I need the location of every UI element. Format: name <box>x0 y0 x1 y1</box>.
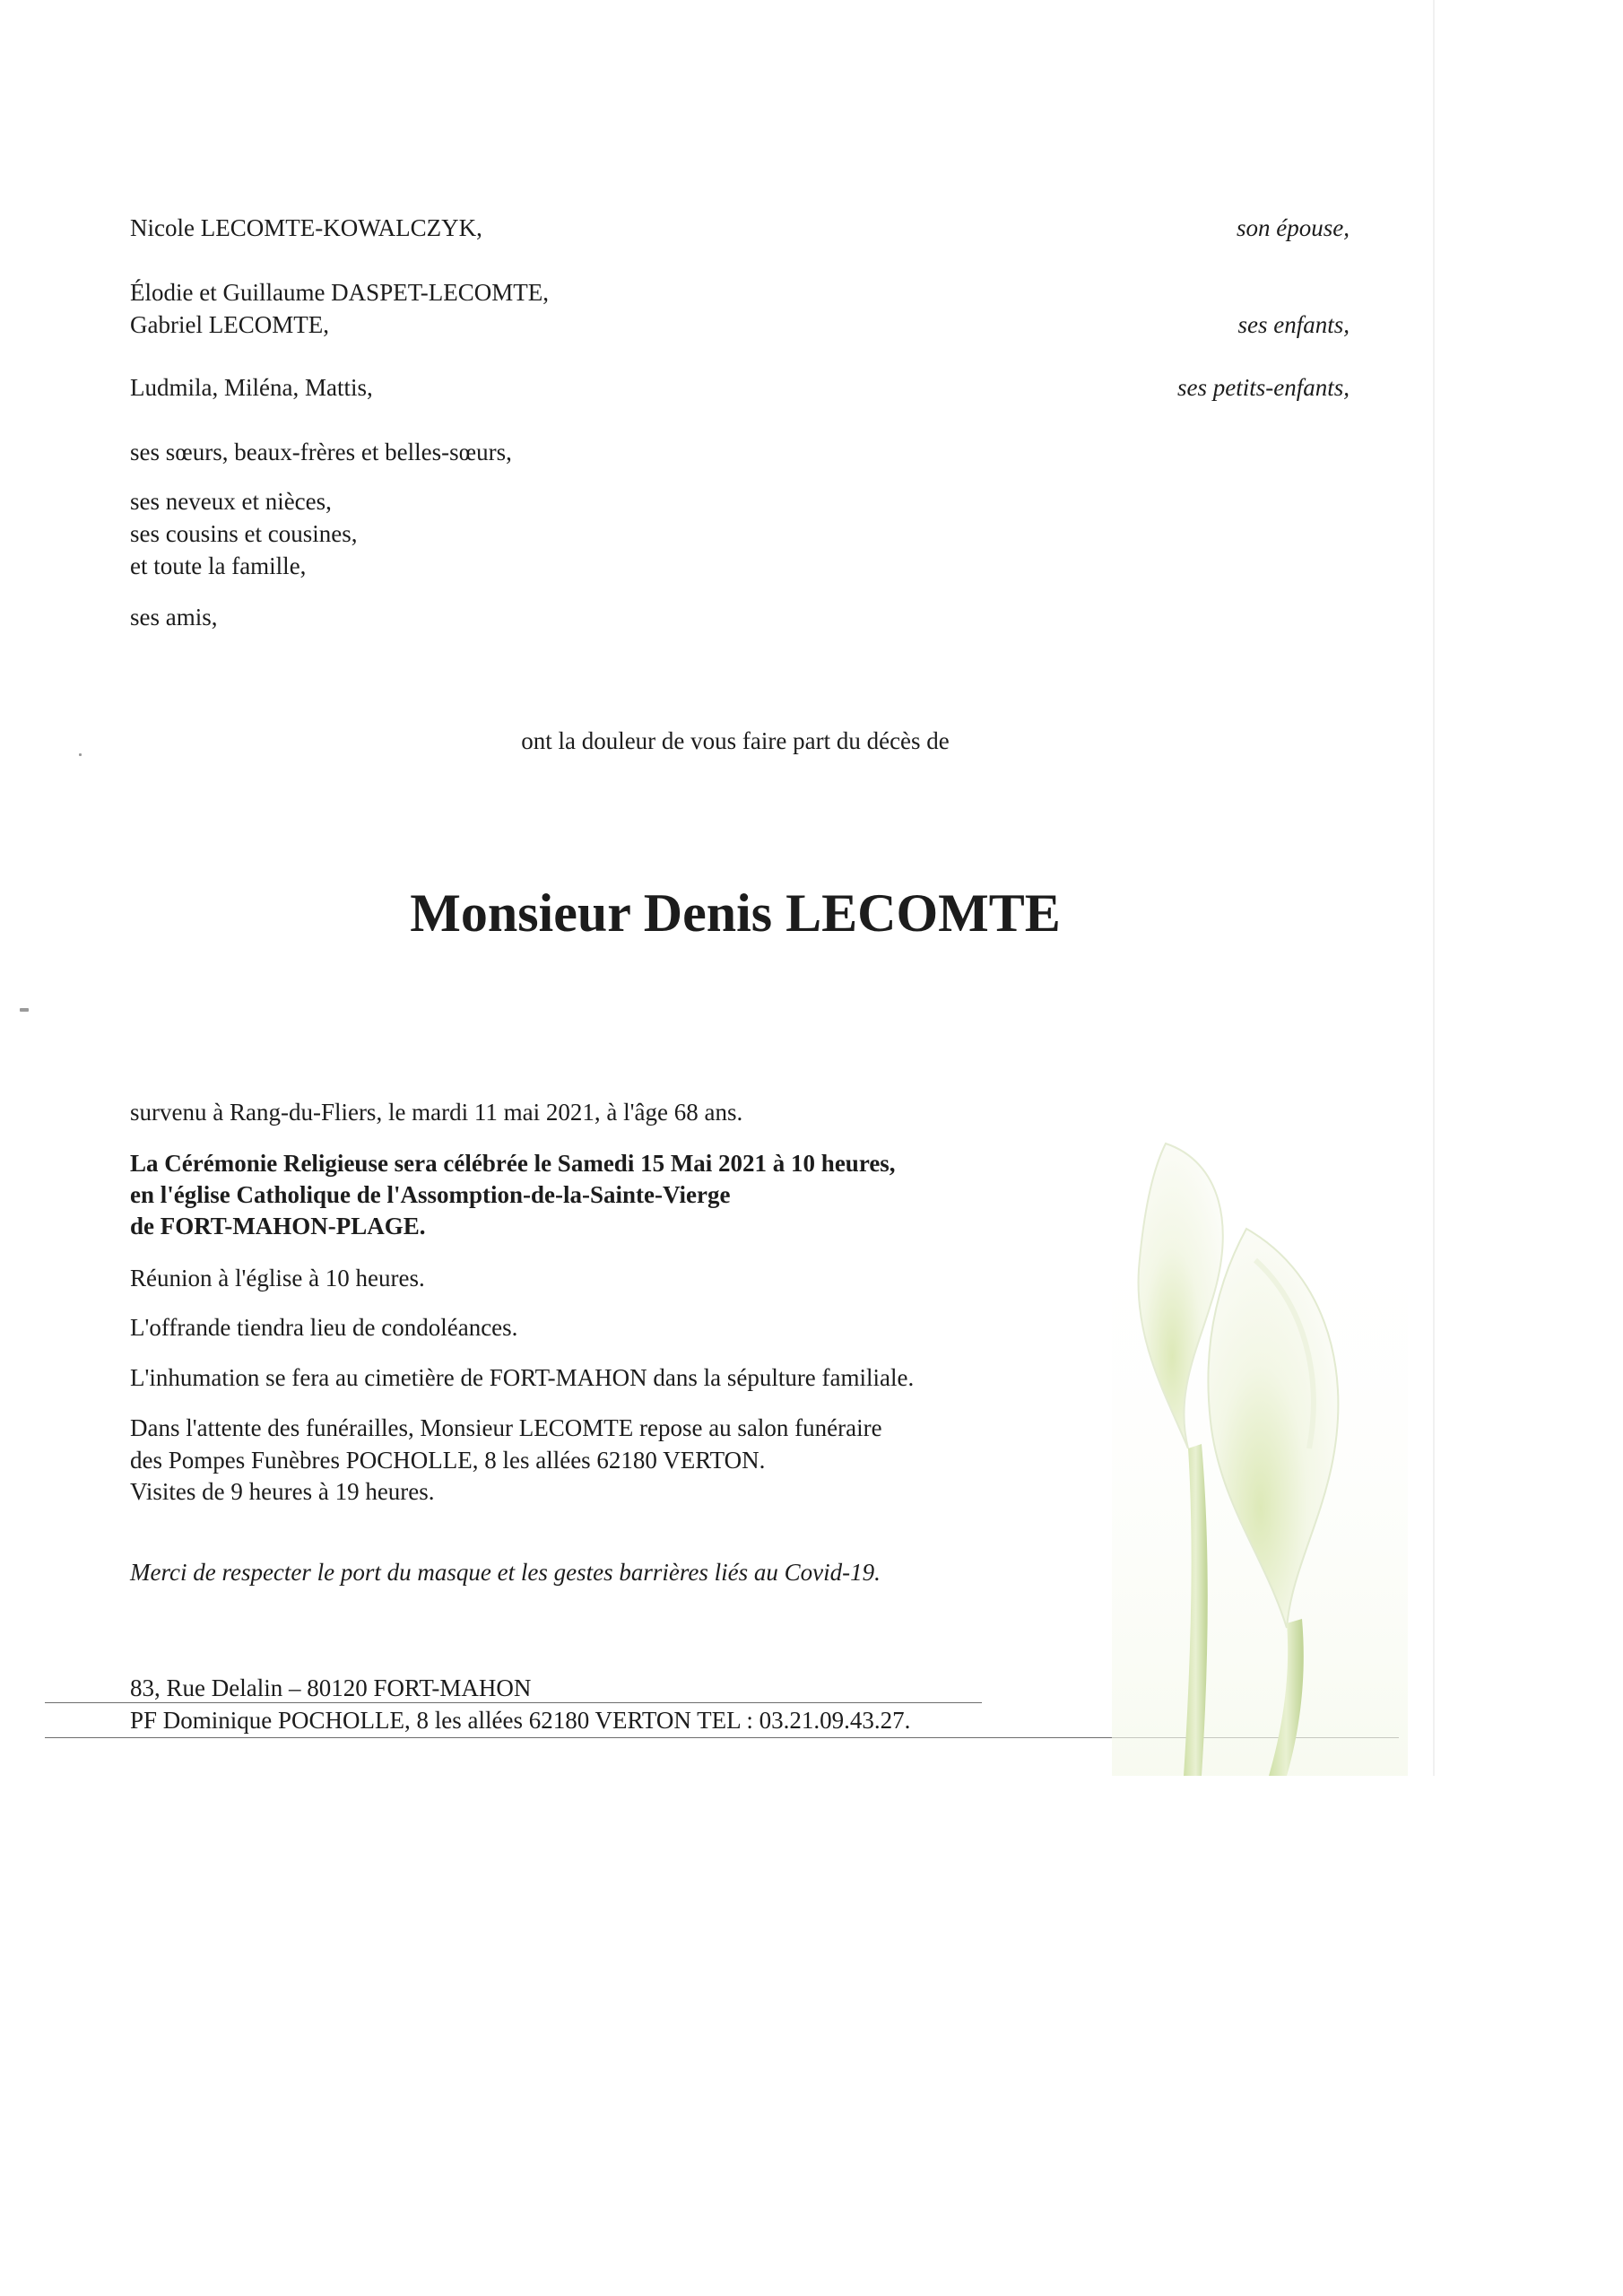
rest-place-line-2: des Pompes Funèbres POCHOLLE, 8 les allées 62180 VERTON. <box>130 1447 766 1474</box>
family-member-name: Ludmila, Miléna, Mattis, <box>130 374 373 401</box>
family-member-name: Nicole LECOMTE-KOWALCZYK, <box>130 214 482 241</box>
relation-label: ses enfants, <box>1237 311 1350 338</box>
family-member-name: et toute la famille, <box>130 552 307 579</box>
relation-label: ses petits-enfants, <box>1177 374 1350 401</box>
family-spouse <box>130 212 1350 244</box>
family-member-name: ses cousins et cousines, <box>130 520 358 547</box>
ceremony-line-2: en l'église Catholique de l'Assomption-de-la-Sainte-Vierge <box>130 1181 731 1208</box>
offering-text: L'offrande tiendra lieu de condoléances. <box>130 1314 518 1341</box>
relation-label: son épouse, <box>1237 214 1350 241</box>
family-member-name: Gabriel LECOMTE, <box>130 311 329 338</box>
family-siblings <box>130 436 1350 468</box>
footer-address: 83, Rue Delalin – 80120 FORT-MAHON <box>130 1674 532 1701</box>
family-relatives <box>130 485 1350 582</box>
ceremony-line-1: La Cérémonie Religieuse sera célébrée le Samedi 15 Mai 2021 à 10 heures, <box>130 1150 896 1177</box>
rest-place-line-3: Visites de 9 heures à 19 heures. <box>130 1478 435 1505</box>
family-friends <box>130 601 1350 633</box>
ceremony-line-3: de FORT-MAHON-PLAGE. <box>130 1213 426 1239</box>
family-children <box>130 276 1350 341</box>
family-member-name: ses sœurs, beaux-frères et belles-sœurs, <box>130 439 512 465</box>
scan-speck <box>20 1008 29 1012</box>
calla-lily-image <box>1112 1126 1408 1776</box>
death-notice: survenu à Rang-du-Fliers, le mardi 11 mai 2021, à l'âge 68 ans. <box>130 1099 743 1126</box>
rest-place-line-1: Dans l'attente des funérailles, Monsieur LECOMTE repose au salon funéraire <box>130 1414 882 1441</box>
family-member-name: ses neveux et nièces, <box>130 488 332 515</box>
family-grandchildren <box>130 371 1350 404</box>
covid-note: Merci de respecter le port du masque et les gestes barrières liés au Covid-19. <box>130 1559 881 1586</box>
announcement-text: ont la douleur de vous faire part du décès de <box>521 727 950 754</box>
deceased-name: Monsieur Denis LECOMTE <box>410 883 1061 943</box>
family-member-name: Élodie et Guillaume DASPET-LECOMTE, <box>130 279 549 306</box>
footer-funeral-home: PF Dominique POCHOLLE, 8 les allées 62180 VERTON TEL : 03.21.09.43.27. <box>130 1707 911 1734</box>
meeting-text: Réunion à l'église à 10 heures. <box>130 1265 425 1292</box>
burial-text: L'inhumation se fera au cimetière de FORT-MAHON dans la sépulture familiale. <box>130 1364 915 1391</box>
family-member-name: ses amis, <box>130 604 218 631</box>
footer-separator <box>45 1702 982 1703</box>
